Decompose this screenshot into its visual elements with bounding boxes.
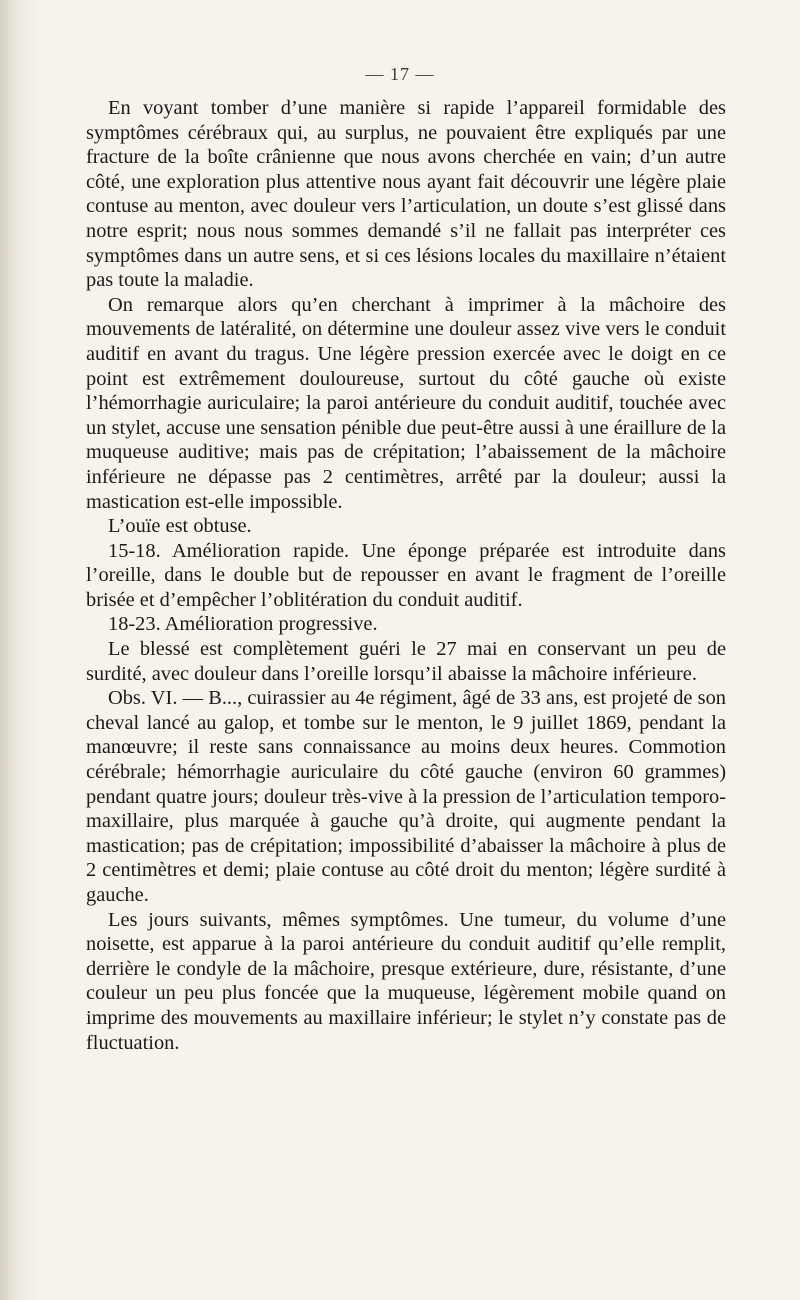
paragraph: On remarque alors qu’en cherchant à imprimer à la mâchoire des mouvements de latéralité, on détermine une douleur assez vive vers le conduit auditif en avant du tragus. Une légère pression exercée avec le doigt en ce point est extrêmement douloureuse, surtout du côté gauche où existe l’hémorrhagie auriculaire; la paroi antérieure du conduit auditif, touchée avec un stylet, accuse une sensation pénible due peut-être aussi à une éraillure de la muqueuse auditive; mais pas de crépitation; l’abaissement de la mâchoire inférieure ne dépasse pas 2 centimètres, arrêté par la douleur; aussi la mastication est-elle impossible. bbox=[86, 293, 726, 513]
paragraph: Le blessé est complètement guéri le 27 mai en conservant un peu de surdité, avec douleur dans l’oreille lorsqu’il abaisse la mâchoire inférieure. bbox=[86, 638, 726, 685]
body-text bbox=[86, 96, 726, 1055]
paragraph: Les jours suivants, mêmes symptômes. Une tumeur, du volume d’une noisette, est apparue à la paroi antérieure du conduit auditif qu’elle remplit, derrière le condyle de la mâchoire, presque extérieure, dure, résistante, d’une couleur un peu plus foncée que la muqueuse, légèrement mobile quand on imprime des mouvements au maxillaire inférieur; le stylet n’y constate pas de fluctuation. bbox=[86, 908, 726, 1054]
page-number: — 17 — bbox=[365, 64, 435, 84]
paragraph: L’ouïe est obtuse. bbox=[108, 515, 252, 538]
paragraph: 18-23. Amélioration progressive. bbox=[108, 613, 378, 636]
paragraph: Obs. VI. — B..., cuirassier au 4e régiment, âgé de 33 ans, est projeté de son cheval lancé au galop, et tombe sur le menton, le 9 juillet 1869, pendant la manœuvre; il reste sans connaissance au moins deux heures. Commotion cérébrale; hémorrhagie auriculaire du côté gauche (environ 60 grammes) pendant quatre jours; douleur très-vive à la pression de l’articulation temporo-maxillaire, plus marquée à gauche qu’à droite, qui augmente pendant la mastication; pas de crépitation; impossibilité d’abaisser la mâchoire à plus de 2 centimètres et demi; plaie contuse au côté droit du menton; légère surdité à gauche. bbox=[86, 687, 726, 906]
paragraph: 15-18. Amélioration rapide. Une éponge préparée est introduite dans l’oreille, dans le double but de repousser en avant le fragment de l’oreille brisée et d’empêcher l’oblitération du conduit auditif. bbox=[86, 539, 726, 611]
paragraph: En voyant tomber d’une manière si rapide l’appareil formidable des symptômes cérébraux qui, au surplus, ne pouvaient être expliqués par une fracture de la boîte crânienne que nous avons cherchée en vain; d’un autre côté, une exploration plus attentive nous ayant fait découvrir une légère plaie contuse au menton, avec douleur vers l’articulation, un doute s’est glissé dans notre esprit; nous nous sommes demandé s’il ne fallait pas interpréter ces symptômes dans un autre sens, et si ces lésions locales du maxillaire n’étaient pas toute la maladie. bbox=[86, 97, 726, 292]
